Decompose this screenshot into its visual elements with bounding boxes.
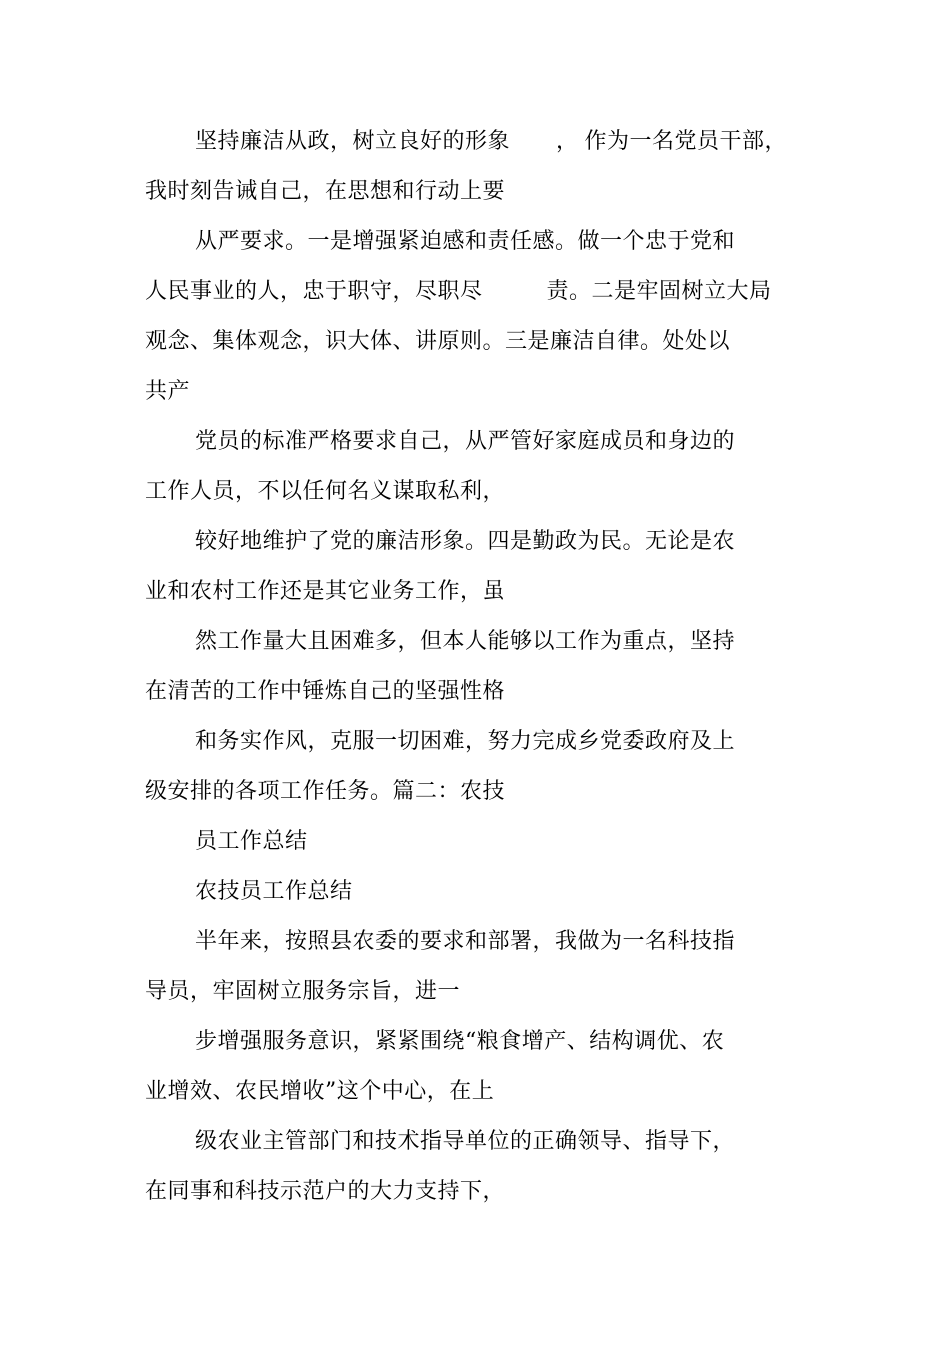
paragraph-line: 从严要求。一是增强紧迫感和责任感。做一个忠于党和 — [195, 229, 736, 254]
paragraph-line: 半年来，按照县农委的要求和部署，我做为一名科技指 — [195, 929, 736, 954]
paragraph-line: 然工作量大且困难多，但本人能够以工作为重点，坚持 — [195, 629, 736, 654]
line-segment: 作为一名党员干部， — [584, 129, 788, 154]
paragraph-line: 在同事和科技示范户的大力支持下， — [145, 1179, 506, 1204]
paragraph-line: 级安排的各项工作任务。篇二：农技 — [145, 779, 506, 804]
paragraph-line — [145, 278, 772, 306]
paragraph-line: 级农业主管部门和技术指导单位的正确领导、指导下， — [195, 1129, 736, 1154]
paragraph-line: 业增效、农民增收”这个中心，在上 — [145, 1079, 495, 1104]
paragraph-line: 工作人员，不以任何名义谋取私利， — [145, 479, 506, 504]
paragraph-line: 党员的标准严格要求自己，从严管好家庭成员和身边的 — [195, 429, 736, 454]
section-heading: 员工作总结 — [195, 829, 308, 854]
paragraph-line: 导员，牢固树立服务宗旨，进一 — [145, 979, 461, 1004]
line-segment: 人民事业的人，忠于职守，尽职尽 — [145, 279, 483, 304]
paragraph-line: 在清苦的工作中锤炼自己的坚强性格 — [145, 679, 506, 704]
paragraph-line: 较好地维护了党的廉洁形象。四是勤政为民。无论是农 — [195, 529, 736, 554]
paragraph-line: 业和农村工作还是其它业务工作，虽 — [145, 579, 506, 604]
paragraph-line: 步增强服务意识，紧紧围绕“粮食增产、结构调优、农 — [195, 1029, 725, 1054]
paragraph-line: 共产 — [145, 379, 191, 404]
paragraph-line: 观念、集体观念，识大体、讲原则。三是廉洁自律。处处以 — [145, 329, 731, 354]
paragraph-line: 和务实作风，克服一切困难，努力完成乡党委政府及上 — [195, 729, 736, 754]
line-segment: 坚持廉洁从政，树立良好的形象 — [195, 129, 511, 154]
paragraph-line — [195, 128, 787, 156]
paragraph-line: 我时刻告诫自己，在思想和行动上要 — [145, 179, 506, 204]
line-segment: ， — [556, 129, 579, 154]
line-segment: 责。二是牢固树立大局 — [546, 279, 772, 304]
section-title: 农技员工作总结 — [195, 879, 353, 904]
